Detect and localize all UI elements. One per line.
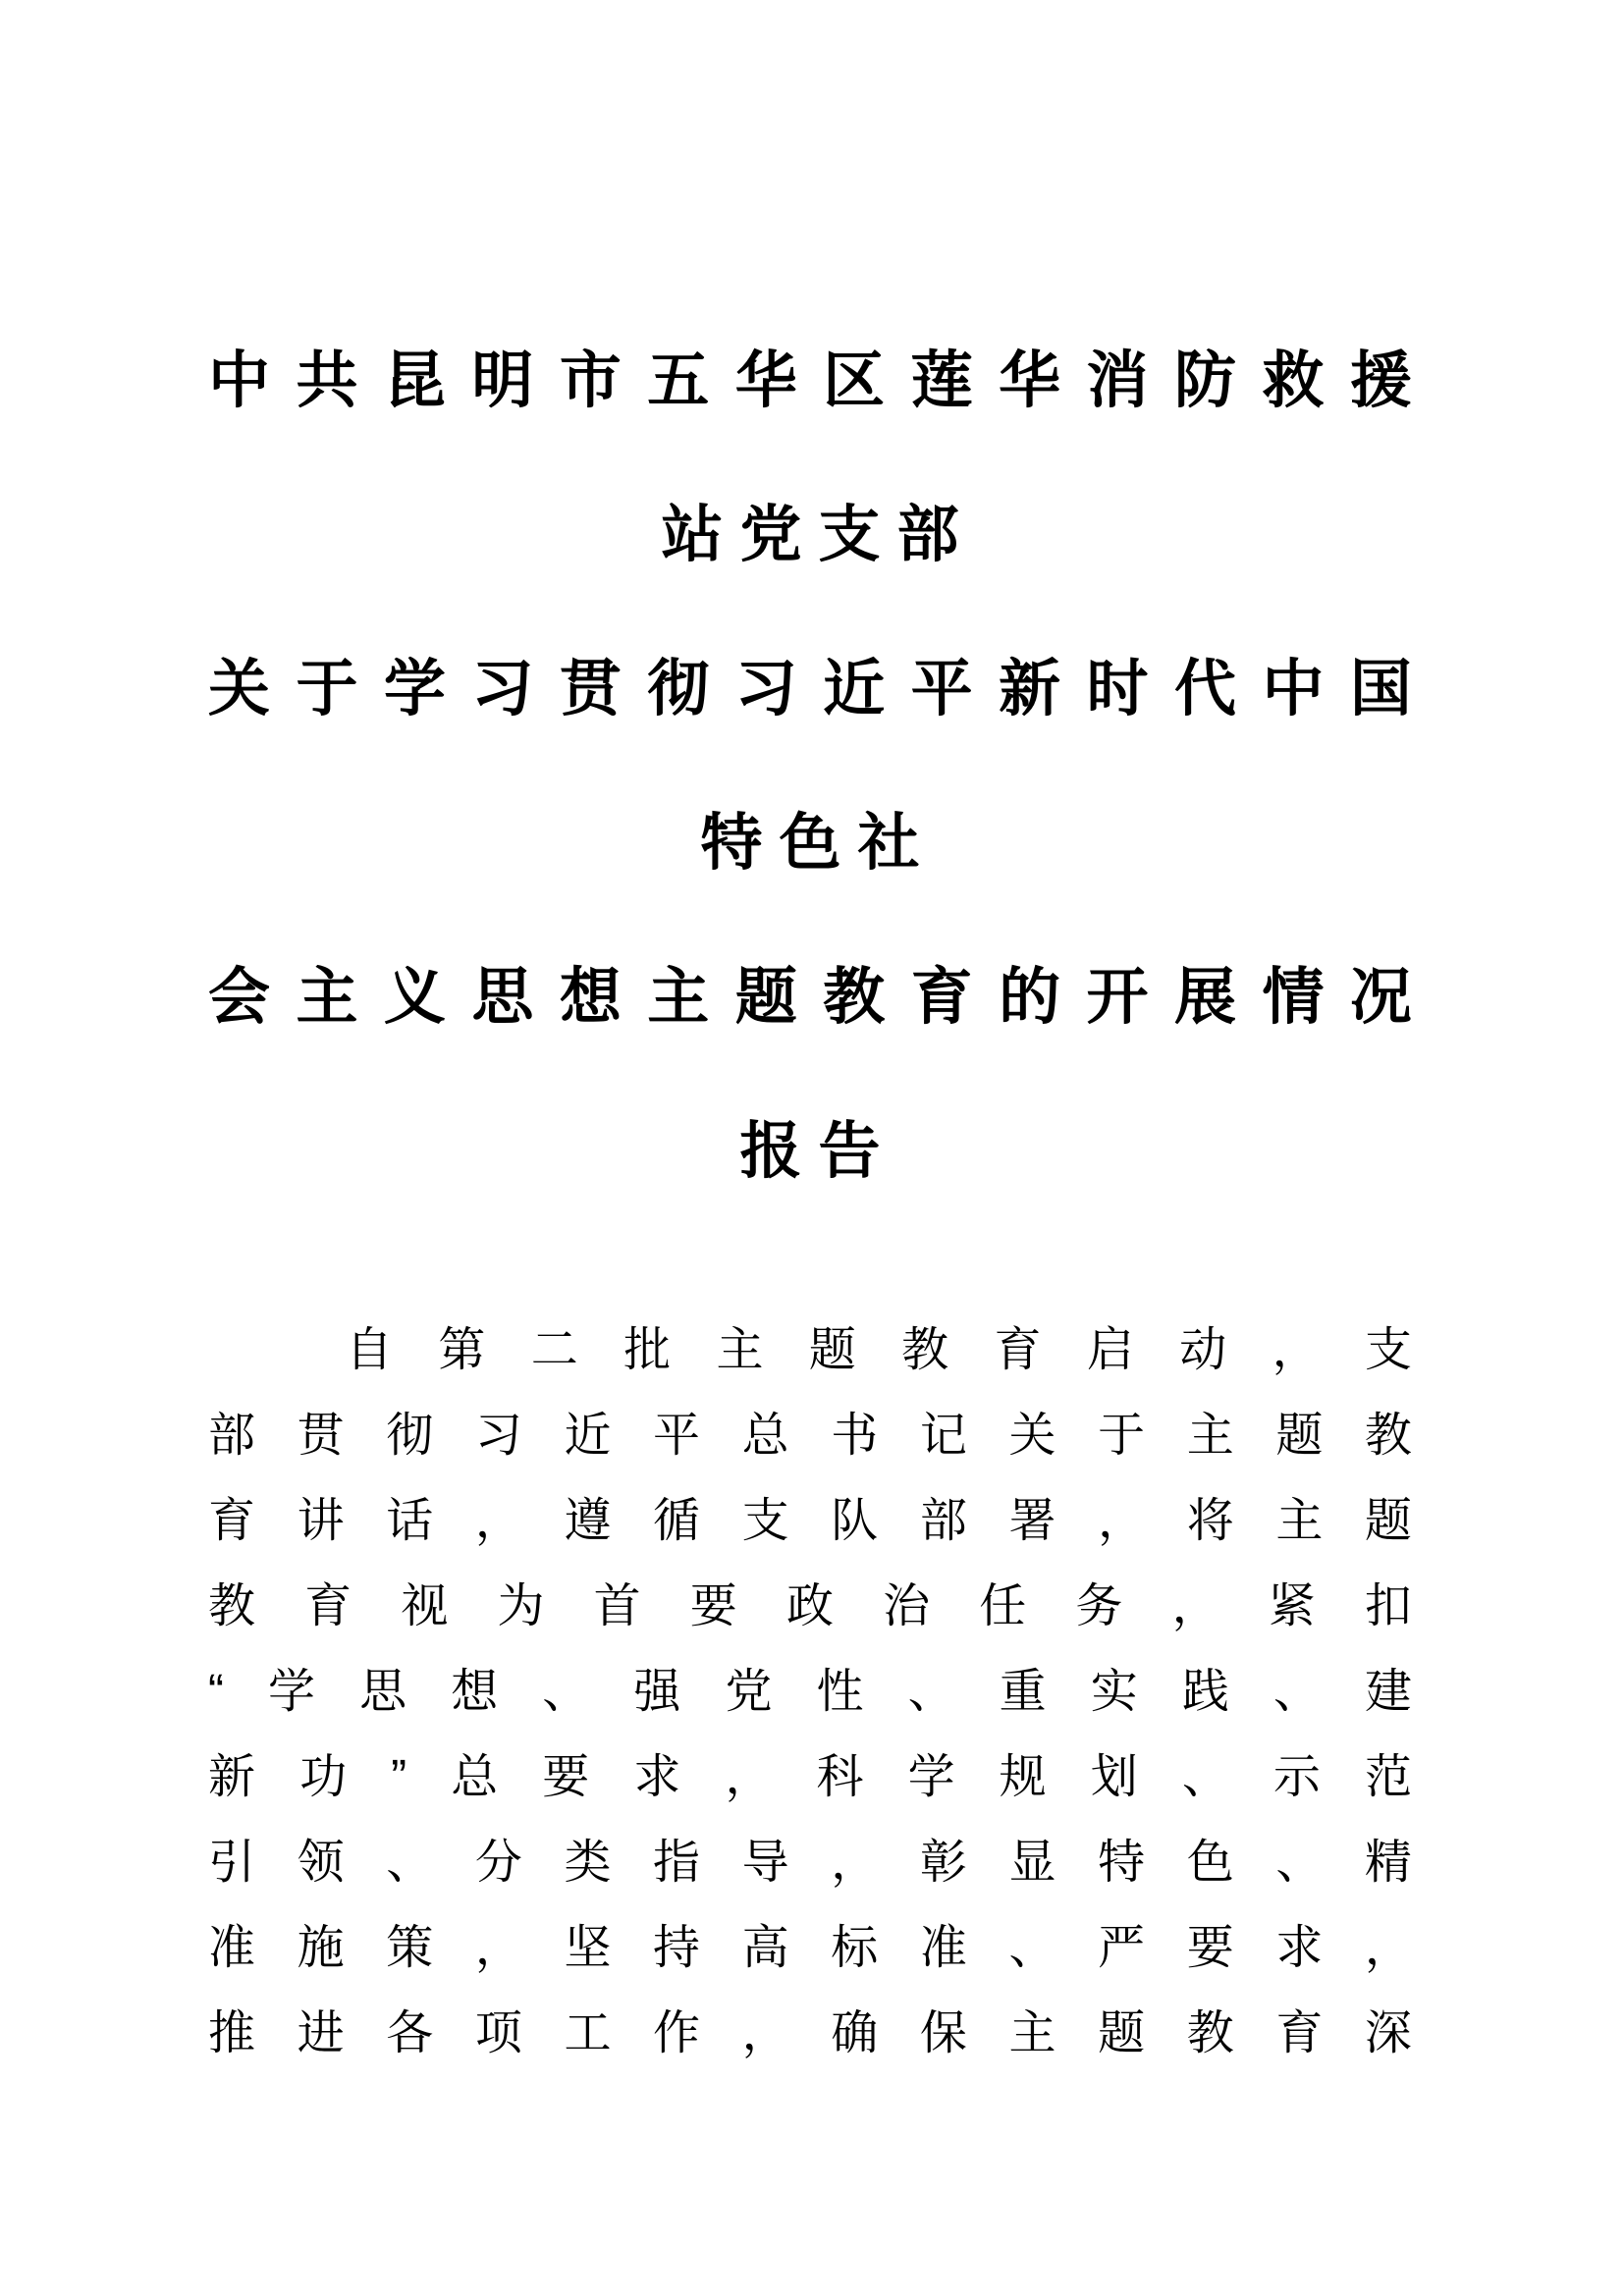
body-line-7: 引 领 、 分 类 指 导 ， 彰 显 特 色 、 精 — [208, 1836, 1412, 1889]
title-line-3: 关 于 学 习 贯 彻 习 近 平 新 时 代 中 国 — [208, 655, 1412, 723]
body-line-4: 教 育 视 为 首 要 政 治 任 务 ， 紧 扣 — [208, 1579, 1412, 1632]
title-line-4: 特色社 — [700, 809, 937, 878]
title-line-6: 报告 — [739, 1117, 897, 1186]
title-line-5: 会 主 义 思 想 主 题 教 育 的 开 展 情 况 — [208, 963, 1412, 1032]
title-line-2: 站党支部 — [661, 501, 976, 569]
body-line-2: 部 贯 彻 习 近 平 总 书 记 关 于 主 题 教 — [208, 1409, 1412, 1462]
body-line-6: 新 功 ” 总 要 求 ， 科 学 规 划 、 示 范 — [208, 1750, 1412, 1803]
body-line-1: 自 第 二 批 主 题 教 育 启 动 ， 支 — [346, 1323, 1412, 1376]
document-title — [208, 0, 1412, 1229]
document-body-paragraph — [208, 1308, 1412, 2076]
body-line-3: 育 讲 话 ， 遵 循 支 队 部 署 ， 将 主 题 — [208, 1494, 1412, 1547]
body-line-9: 推 进 各 项 工 作 ， 确 保 主 题 教 育 深 — [208, 2006, 1412, 2059]
title-line-1: 中 共 昆 明 市 五 华 区 莲 华 消 防 救 援 — [208, 347, 1412, 415]
body-line-5: “ 学 思 想 、 强 党 性 、 重 实 践 、 建 — [208, 1665, 1412, 1718]
body-line-8: 准 施 策 ， 坚 持 高 标 准 、 严 要 求 ， — [208, 1921, 1412, 1974]
document-content — [208, 0, 1412, 2076]
